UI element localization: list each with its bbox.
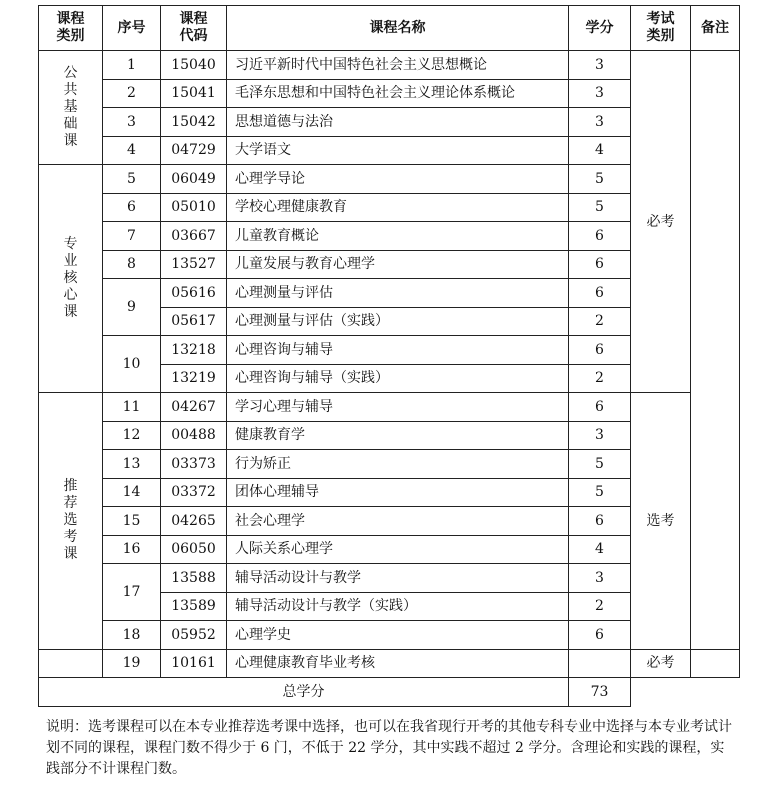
code-cell: 05952	[161, 621, 227, 650]
name-cell: 人际关系心理学	[227, 535, 569, 564]
name-cell: 心理咨询与辅导	[227, 336, 569, 365]
total-label: 总学分	[39, 678, 569, 707]
seq-cell: 5	[103, 165, 161, 194]
course-table-wrapper	[38, 5, 739, 707]
name-cell: 心理学史	[227, 621, 569, 650]
credit-cell: 2	[569, 307, 631, 336]
category-public: 公 共 基 础 课	[39, 51, 103, 165]
course-plan-table	[38, 5, 740, 707]
code-cell: 13218	[161, 336, 227, 365]
exam-type-required: 必考	[631, 51, 691, 393]
seq-cell: 15	[103, 507, 161, 536]
code-cell: 10161	[161, 649, 227, 678]
name-cell: 行为矫正	[227, 450, 569, 479]
header-remark: 备注	[691, 6, 740, 51]
credit-cell: 3	[569, 421, 631, 450]
name-cell: 心理咨询与辅导（实践）	[227, 364, 569, 393]
name-cell: 学校心理健康教育	[227, 193, 569, 222]
credit-cell: 3	[569, 108, 631, 137]
seq-cell: 3	[103, 108, 161, 137]
seq-cell: 4	[103, 136, 161, 165]
credit-cell: 6	[569, 250, 631, 279]
seq-cell: 7	[103, 222, 161, 251]
code-cell: 04729	[161, 136, 227, 165]
name-cell: 大学语文	[227, 136, 569, 165]
note-text: 说明：选考课程可以在本专业推荐选考课中选择，也可以在我省现行开考的其他专科专业中选择与本专业考试计划不同的课程，课程门数不得少于 6 门，不低于 22 学分，其中实践不超过 2 学分。含理论和实践的课程，实践部分不计课程门数。	[46, 719, 732, 777]
credit-cell: 5	[569, 450, 631, 479]
name-cell: 毛泽东思想和中国特色社会主义理论体系概论	[227, 79, 569, 108]
credit-cell: 5	[569, 478, 631, 507]
name-cell: 心理测量与评估（实践）	[227, 307, 569, 336]
credit-cell: 3	[569, 51, 631, 80]
exam-type-final: 必考	[631, 649, 691, 678]
code-cell: 06050	[161, 535, 227, 564]
seq-cell: 14	[103, 478, 161, 507]
credit-cell: 5	[569, 193, 631, 222]
name-cell: 思想道德与法治	[227, 108, 569, 137]
code-cell: 06049	[161, 165, 227, 194]
seq-cell: 18	[103, 621, 161, 650]
name-cell: 团体心理辅导	[227, 478, 569, 507]
code-cell: 13219	[161, 364, 227, 393]
name-cell: 社会心理学	[227, 507, 569, 536]
seq-cell: 10	[103, 336, 161, 393]
header-name: 课程名称	[227, 6, 569, 51]
total-empty	[631, 678, 740, 707]
exam-type-elective: 选考	[631, 393, 691, 650]
seq-cell: 9	[103, 279, 161, 336]
seq-cell: 1	[103, 51, 161, 80]
category-cell-empty	[39, 649, 103, 678]
credit-cell: 3	[569, 564, 631, 593]
code-cell: 04267	[161, 393, 227, 422]
seq-cell: 6	[103, 193, 161, 222]
name-cell: 学习心理与辅导	[227, 393, 569, 422]
remark-cell	[691, 51, 740, 650]
seq-cell: 16	[103, 535, 161, 564]
code-cell: 15041	[161, 79, 227, 108]
seq-cell: 19	[103, 649, 161, 678]
credit-cell: 4	[569, 535, 631, 564]
credit-cell: 2	[569, 592, 631, 621]
credit-cell: 6	[569, 336, 631, 365]
header-exam-type: 考试 类别	[631, 6, 691, 51]
header-row	[39, 6, 740, 51]
name-cell: 心理健康教育毕业考核	[227, 649, 569, 678]
code-cell: 13589	[161, 592, 227, 621]
table-row	[39, 649, 740, 678]
seq-cell: 2	[103, 79, 161, 108]
remark-cell	[691, 649, 740, 678]
code-cell: 05010	[161, 193, 227, 222]
category-elective: 推 荐 选 考 课	[39, 393, 103, 650]
code-cell: 04265	[161, 507, 227, 536]
name-cell: 习近平新时代中国特色社会主义思想概论	[227, 51, 569, 80]
seq-cell: 13	[103, 450, 161, 479]
header-category: 课程 类别	[39, 6, 103, 51]
credit-cell: 6	[569, 621, 631, 650]
name-cell: 心理测量与评估	[227, 279, 569, 308]
seq-cell: 11	[103, 393, 161, 422]
credit-cell: 6	[569, 222, 631, 251]
credit-cell: 2	[569, 364, 631, 393]
category-core: 专 业 核 心 课	[39, 165, 103, 393]
seq-cell: 12	[103, 421, 161, 450]
code-cell: 15040	[161, 51, 227, 80]
code-cell: 05617	[161, 307, 227, 336]
credit-cell: 6	[569, 393, 631, 422]
code-cell: 03373	[161, 450, 227, 479]
table-row	[39, 51, 740, 80]
header-credit: 学分	[569, 6, 631, 51]
seq-cell: 17	[103, 564, 161, 621]
credit-cell: 6	[569, 279, 631, 308]
table-row	[39, 393, 740, 422]
credit-cell: 5	[569, 165, 631, 194]
total-row	[39, 678, 740, 707]
code-cell: 00488	[161, 421, 227, 450]
credit-cell: 4	[569, 136, 631, 165]
code-cell: 15042	[161, 108, 227, 137]
seq-cell: 8	[103, 250, 161, 279]
name-cell: 儿童发展与教育心理学	[227, 250, 569, 279]
code-cell: 03372	[161, 478, 227, 507]
header-seq: 序号	[103, 6, 161, 51]
code-cell: 03667	[161, 222, 227, 251]
code-cell: 13588	[161, 564, 227, 593]
credit-cell	[569, 649, 631, 678]
credit-cell: 6	[569, 507, 631, 536]
header-code: 课程 代码	[161, 6, 227, 51]
name-cell: 辅导活动设计与教学（实践）	[227, 592, 569, 621]
code-cell: 05616	[161, 279, 227, 308]
code-cell: 13527	[161, 250, 227, 279]
name-cell: 辅导活动设计与教学	[227, 564, 569, 593]
credit-cell: 3	[569, 79, 631, 108]
name-cell: 心理学导论	[227, 165, 569, 194]
total-value: 73	[569, 678, 631, 707]
name-cell: 健康教育学	[227, 421, 569, 450]
name-cell: 儿童教育概论	[227, 222, 569, 251]
